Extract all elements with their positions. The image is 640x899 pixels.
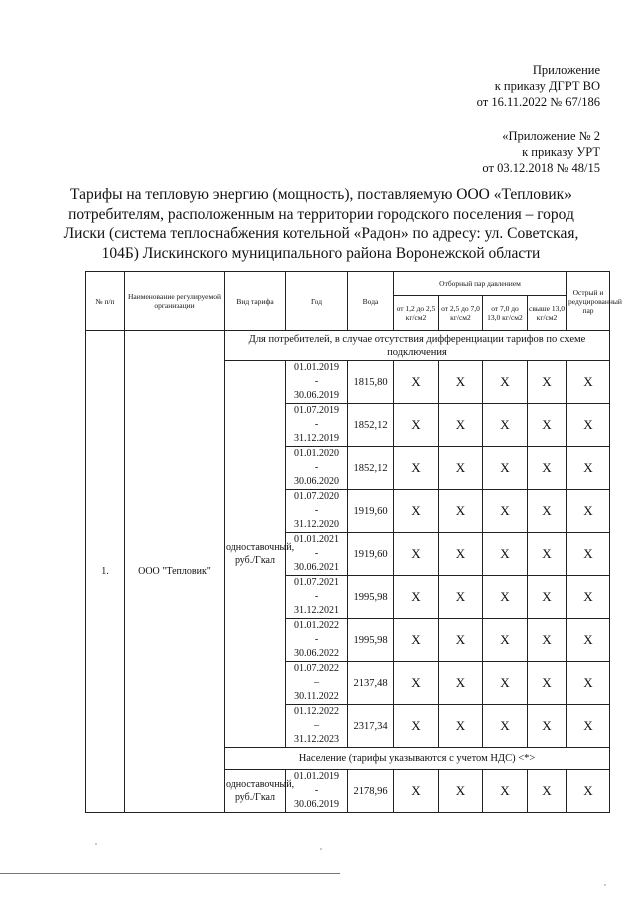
orig-appendix-line: к приказу УРТ xyxy=(522,145,600,159)
not-applicable-mark: Х xyxy=(567,619,610,662)
not-applicable-mark: Х xyxy=(567,447,610,490)
header-year: Год xyxy=(286,272,348,331)
period-start: 01.01.2020 xyxy=(294,448,339,459)
period-cell xyxy=(286,662,348,705)
not-applicable-mark: Х xyxy=(394,404,439,447)
tariff-table xyxy=(85,271,622,813)
water-price: 2178,96 xyxy=(348,770,394,813)
not-applicable-mark: Х xyxy=(394,770,439,813)
water-price: 1815,80 xyxy=(348,361,394,404)
header-steam-3: от 7,0 до 13,0 кг/см2 xyxy=(483,296,528,331)
period-sep: – xyxy=(314,677,319,688)
appendix-reference xyxy=(477,62,600,110)
not-applicable-mark: Х xyxy=(528,705,567,748)
period-end: 31.12.2020 xyxy=(294,519,339,530)
organization-name: ООО "Тепловик" xyxy=(125,331,225,813)
period-start: 01.07.2021 xyxy=(294,577,339,588)
header-num: № п/п xyxy=(86,272,125,331)
period-sep: – xyxy=(314,720,319,731)
period-sep: - xyxy=(314,419,319,430)
orig-appendix-line: от 03.12.2018 № 48/15 xyxy=(482,161,600,175)
not-applicable-mark: Х xyxy=(394,361,439,404)
not-applicable-mark: Х xyxy=(439,404,483,447)
water-price: 1919,60 xyxy=(348,533,394,576)
not-applicable-mark: Х xyxy=(394,705,439,748)
period-end: 30.11.2022 xyxy=(294,691,339,702)
period-sep: - xyxy=(314,634,319,645)
period-start: 01.12.2022 xyxy=(294,706,339,717)
not-applicable-mark: Х xyxy=(439,490,483,533)
period-start: 01.01.2022 xyxy=(294,620,339,631)
not-applicable-mark: Х xyxy=(567,705,610,748)
not-applicable-mark: Х xyxy=(567,490,610,533)
original-appendix-reference xyxy=(482,128,600,176)
not-applicable-mark: Х xyxy=(394,490,439,533)
section-title: Население (тарифы указываются с учетом НДС) <*> xyxy=(225,748,610,770)
period-cell xyxy=(286,705,348,748)
period-cell xyxy=(286,576,348,619)
not-applicable-mark: Х xyxy=(394,576,439,619)
not-applicable-mark: Х xyxy=(528,533,567,576)
not-applicable-mark: Х xyxy=(483,770,528,813)
document-title: Тарифы на тепловую энергию (мощность), поставляемую ООО «Тепловик» потребителям, расположенным на территории городского поселения – город Лиски (система теплоснабжения котельной «Радон» по адресу: ул. Советская, 104Б) Лискинского муниципального района Воронежской области xyxy=(63,186,579,262)
water-price: 1995,98 xyxy=(348,576,394,619)
not-applicable-mark: Х xyxy=(483,490,528,533)
not-applicable-mark: Х xyxy=(439,533,483,576)
not-applicable-mark: Х xyxy=(528,576,567,619)
period-end: 30.06.2022 xyxy=(294,648,339,659)
period-end: 30.06.2019 xyxy=(294,799,339,810)
water-price: 1919,60 xyxy=(348,490,394,533)
water-price: 1852,12 xyxy=(348,404,394,447)
scan-speck xyxy=(95,843,97,845)
not-applicable-mark: Х xyxy=(528,490,567,533)
not-applicable-mark: Х xyxy=(439,705,483,748)
not-applicable-mark: Х xyxy=(439,619,483,662)
not-applicable-mark: Х xyxy=(483,533,528,576)
orig-appendix-line: «Приложение № 2 xyxy=(502,129,600,143)
water-price: 2137,48 xyxy=(348,662,394,705)
header-steam-1: от 1,2 до 2,5 кг/см2 xyxy=(394,296,439,331)
appendix-line: к приказу ДГРТ ВО xyxy=(494,79,600,93)
not-applicable-mark: Х xyxy=(567,770,610,813)
period-sep: - xyxy=(314,376,319,387)
not-applicable-mark: Х xyxy=(439,447,483,490)
not-applicable-mark: Х xyxy=(483,576,528,619)
period-sep: - xyxy=(314,462,319,473)
not-applicable-mark: Х xyxy=(483,619,528,662)
period-cell xyxy=(286,533,348,576)
not-applicable-mark: Х xyxy=(439,576,483,619)
not-applicable-mark: Х xyxy=(528,662,567,705)
period-start: 01.01.2019 xyxy=(294,771,339,782)
period-sep: - xyxy=(314,591,319,602)
not-applicable-mark: Х xyxy=(394,619,439,662)
tariff-type: одноставочный, руб./Гкал xyxy=(225,770,286,813)
header-steam-2: от 2,5 до 7,0 кг/см2 xyxy=(439,296,483,331)
period-cell xyxy=(286,770,348,813)
section-title: Для потребителей, в случае отсутствия дифференциации тарифов по схеме подключения xyxy=(225,331,610,361)
scan-speck xyxy=(604,884,606,886)
not-applicable-mark: Х xyxy=(439,662,483,705)
period-cell xyxy=(286,490,348,533)
not-applicable-mark: Х xyxy=(528,447,567,490)
not-applicable-mark: Х xyxy=(528,404,567,447)
water-price: 2317,34 xyxy=(348,705,394,748)
footer-rule xyxy=(0,873,340,874)
scan-speck xyxy=(320,848,322,850)
not-applicable-mark: Х xyxy=(483,404,528,447)
header-steam-4: свыше 13,0 кг/см2 xyxy=(528,296,567,331)
period-sep: - xyxy=(314,548,319,559)
tariff-type: одноставочный, руб./Гкал xyxy=(225,361,286,748)
header-sharp-steam: Острый и редуцированный пар xyxy=(567,272,610,331)
header-organization: Наименование регулируемой организации xyxy=(125,272,225,331)
period-end: 30.06.2020 xyxy=(294,476,339,487)
header-tariff-type: Вид тарифа xyxy=(225,272,286,331)
period-cell xyxy=(286,619,348,662)
not-applicable-mark: Х xyxy=(439,770,483,813)
period-start: 01.07.2020 xyxy=(294,491,339,502)
period-end: 30.06.2021 xyxy=(294,562,339,573)
period-end: 31.12.2019 xyxy=(294,433,339,444)
water-price: 1852,12 xyxy=(348,447,394,490)
not-applicable-mark: Х xyxy=(567,533,610,576)
not-applicable-mark: Х xyxy=(528,770,567,813)
header-steam-group: Отборный пар давлением xyxy=(394,272,567,296)
not-applicable-mark: Х xyxy=(483,361,528,404)
not-applicable-mark: Х xyxy=(567,404,610,447)
water-price: 1995,98 xyxy=(348,619,394,662)
period-cell xyxy=(286,447,348,490)
not-applicable-mark: Х xyxy=(567,662,610,705)
period-sep: - xyxy=(314,505,319,516)
period-end: 31.12.2021 xyxy=(294,605,339,616)
row-number: 1. xyxy=(86,331,125,813)
period-cell xyxy=(286,404,348,447)
header-water: Вода xyxy=(348,272,394,331)
period-start: 01.07.2019 xyxy=(294,405,339,416)
period-end: 30.06.2019 xyxy=(294,390,339,401)
period-start: 01.01.2019 xyxy=(294,362,339,373)
not-applicable-mark: Х xyxy=(567,361,610,404)
not-applicable-mark: Х xyxy=(528,361,567,404)
period-sep: - xyxy=(314,785,319,796)
period-start: 01.01.2021 xyxy=(294,534,339,545)
not-applicable-mark: Х xyxy=(439,361,483,404)
not-applicable-mark: Х xyxy=(394,533,439,576)
appendix-line: Приложение xyxy=(532,63,600,77)
not-applicable-mark: Х xyxy=(483,662,528,705)
not-applicable-mark: Х xyxy=(567,576,610,619)
period-end: 31.12.2023 xyxy=(294,734,339,745)
not-applicable-mark: Х xyxy=(483,705,528,748)
not-applicable-mark: Х xyxy=(394,447,439,490)
period-start: 01.07.2022 xyxy=(294,663,339,674)
not-applicable-mark: Х xyxy=(394,662,439,705)
not-applicable-mark: Х xyxy=(483,447,528,490)
not-applicable-mark: Х xyxy=(528,619,567,662)
period-cell xyxy=(286,361,348,404)
appendix-line: от 16.11.2022 № 67/186 xyxy=(476,95,600,109)
